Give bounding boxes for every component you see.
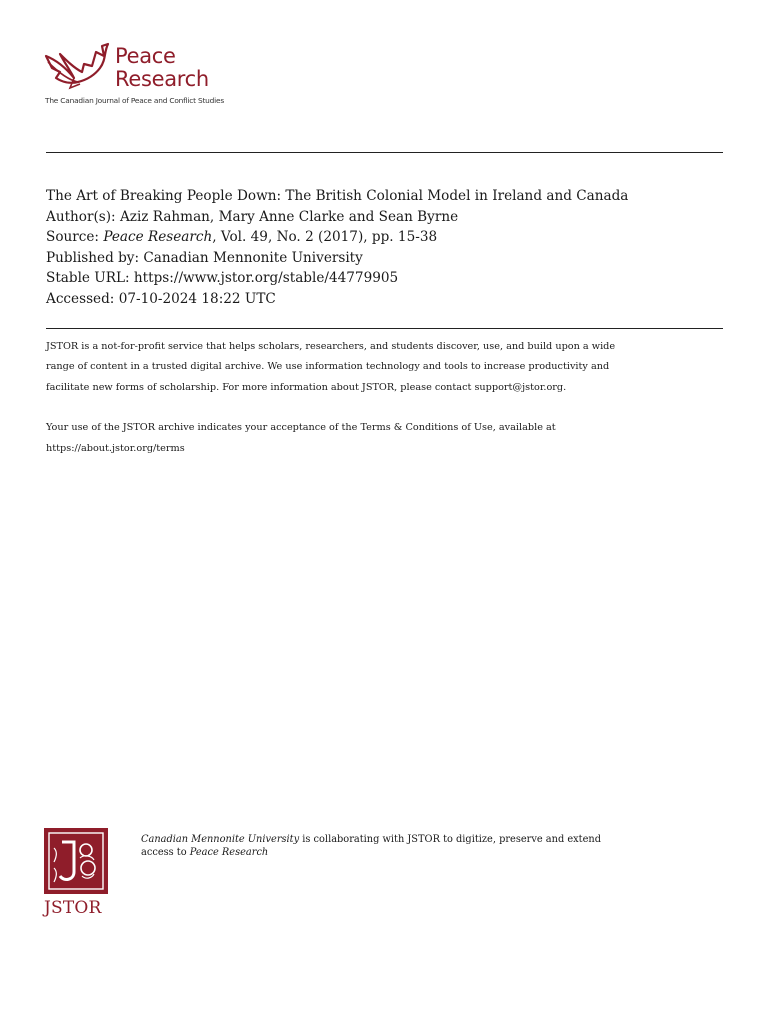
collab-line-2 [141,846,721,859]
stable-url-link[interactable]: https://www.jstor.org/stable/44779905 [133,270,399,287]
article-source [46,227,726,248]
jstor-logo [44,828,108,920]
logo-tagline: The Canadian Journal of Peace and Conflict Studies [45,96,224,105]
article-metadata [46,186,726,310]
article-title: The Art of Breaking People Down: The British Colonial Model in Ireland and Canada [46,188,629,204]
source-details: , Vol. 49, No. 2 (2017), pp. 15-38 [212,229,438,246]
top-divider [46,152,723,153]
source-journal: Peace Research [103,229,213,246]
dove-leaf-icon [44,42,114,94]
publisher-label: Published by: [46,249,140,266]
accessed-value: 07-10-2024 18:22 UTC [118,290,276,307]
logo-word-peace: Peace [115,44,176,68]
terms-line-1: Your use of the JSTOR archive indicates your acceptance of the Terms & Conditions of Use, available at [46,422,556,434]
article-stable-url [46,268,726,289]
notice-line-3: facilitate new forms of scholarship. For more information about JSTOR, please contact support@jstor.org. [46,381,567,393]
collab-text-1: is collaborating with JSTOR to digitize, preserve and extend [299,834,601,845]
url-label: Stable URL: [46,270,130,287]
collab-line-1 [141,833,721,846]
journal-logo [44,42,284,112]
article-authors [46,207,726,228]
collab-text-2: access to [141,847,190,858]
article-accessed [46,289,726,310]
terms-link[interactable]: https://about.jstor.org/terms [46,442,185,454]
notice-line-1: JSTOR is a not-for-profit service that helps scholars, researchers, and students discover, use, and build upon a wide [46,341,616,352]
jstor-emblem-icon [44,828,108,894]
accessed-label: Accessed: [46,290,115,307]
collab-institution: Canadian Mennonite University [141,834,300,845]
logo-word-research: Research [115,67,209,91]
notice-line-2: range of content in a trusted digital archive. We use information technology and tools to increase productivity and [46,361,610,373]
source-label: Source: [46,229,99,246]
article-publisher [46,248,726,269]
collaboration-statement [141,833,721,859]
middle-divider [46,328,723,329]
authors-label: Author(s): [46,208,116,225]
publisher-value: Canadian Mennonite University [143,249,363,266]
authors-value: Aziz Rahman, Mary Anne Clarke and Sean Byrne [119,208,459,225]
jstor-wordmark: JSTOR [44,898,102,918]
collab-journal: Peace Research [189,847,269,858]
jstor-notice [46,337,726,459]
